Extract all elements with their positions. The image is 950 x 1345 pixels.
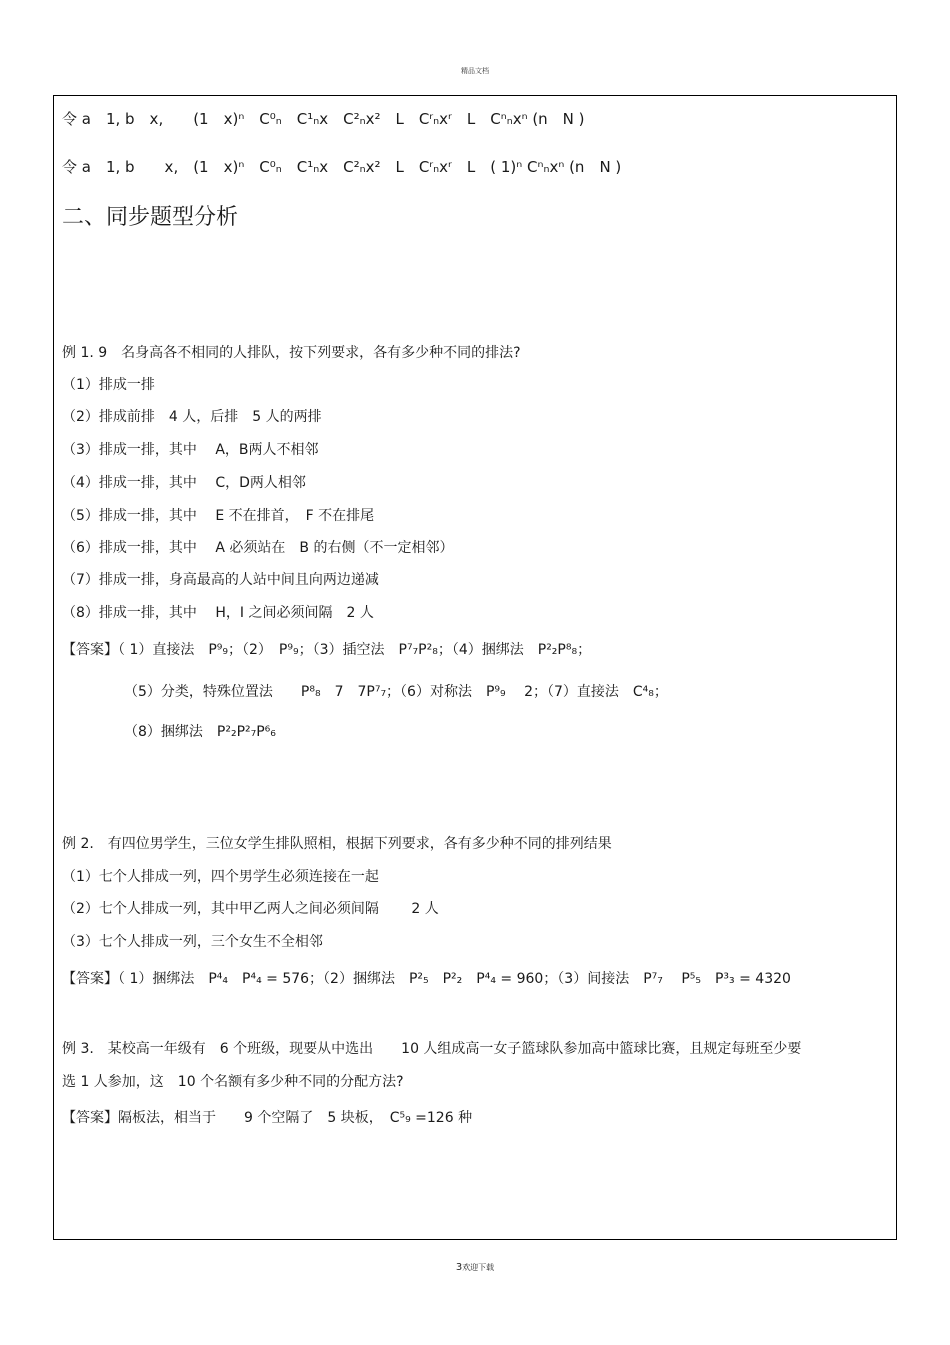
example2-part: （1）七个人排成一列，四个男学生必须连接在一起 <box>62 869 379 885</box>
footer-text: 欢迎下载 <box>462 1263 495 1272</box>
example1-part: （5）排成一排，其中 E 不在排首， F 不在排尾 <box>62 508 375 524</box>
example1-answer-cont: （8）捆绑法 P²₂P²₇P⁶₆ <box>124 724 276 740</box>
example1-part: （8）排成一排，其中 H，I 之间必须间隔 2 人 <box>62 605 374 621</box>
example3-question: 选 1 人参加，这 10 个名额有多少种不同的分配方法? <box>62 1074 404 1090</box>
example3-question: 例 3. 某校高一年级有 6 个班级，现要从中选出 10 人组成高一女子篮球队参加高中篮球比赛，且规定每班至少要 <box>62 1041 802 1057</box>
example1-part: （4）排成一排，其中 C，D两人相邻 <box>62 475 306 491</box>
example1-answer-cont: （5）分类，特殊位置法 P⁸₈ 7 7P⁷₇；（6）对称法 P⁹₉ 2；（7）直接法 C⁴₈； <box>124 684 668 700</box>
content-frame <box>53 95 897 1240</box>
page-number: 3 <box>455 1262 463 1273</box>
section-heading: 二、同步题型分析 <box>62 205 239 230</box>
example1-part: （3）排成一排，其中 A，B两人不相邻 <box>62 442 319 458</box>
example2-part: （2）七个人排成一列，其中甲乙两人之间必须间隔 2 人 <box>62 901 439 917</box>
example1-part: （1）排成一排 <box>62 377 155 393</box>
page-footer <box>0 1262 950 1273</box>
example2-answer: 【答案】（ 1）捆绑法 P⁴₄ P⁴₄ = 576；（2）捆绑法 P²₅ P²₂ P⁴₄ = 960；（3）间接法 P⁷₇ P⁵₅ P³₃ = 4320 <box>62 971 791 987</box>
example1-part: （2）排成前排 4 人，后排 5 人的两排 <box>62 409 322 425</box>
example1-part: （6）排成一排，其中 A 必须站在 B 的右侧（不一定相邻） <box>62 540 454 556</box>
example1-question: 例 1. 9 名身高各不相同的人排队，按下列要求，各有多少种不同的排法? <box>62 345 521 361</box>
example3-answer: 【答案】隔板法，相当于 9 个空隔了 5 块板， C⁵₉ =126 种 <box>62 1110 473 1126</box>
binomial-formula-2: 令 a 1, b x, (1 x)ⁿ C⁰ₙ C¹ₙx C²ₙx² L Cʳₙxʳ L ( 1)ⁿ Cⁿₙxⁿ (n N ) <box>62 158 622 176</box>
page-header: 精品文档 <box>461 67 489 75</box>
example1-answer: 【答案】（ 1）直接法 P⁹₉；（2） P⁹₉；（3）插空法 P⁷₇P²₈；（4）捆绑法 P²₂P⁸₈； <box>62 642 592 658</box>
example2-question: 例 2. 有四位男学生，三位女学生排队照相，根据下列要求，各有多少种不同的排列结果 <box>62 836 612 852</box>
binomial-formula-1: 令 a 1, b x, (1 x)ⁿ C⁰ₙ C¹ₙx C²ₙx² L Cʳₙxʳ L Cⁿₙxⁿ (n N ) <box>62 110 585 128</box>
example2-part: （3）七个人排成一列，三个女生不全相邻 <box>62 934 323 950</box>
example1-part: （7）排成一排，身高最高的人站中间且向两边递减 <box>62 572 379 588</box>
